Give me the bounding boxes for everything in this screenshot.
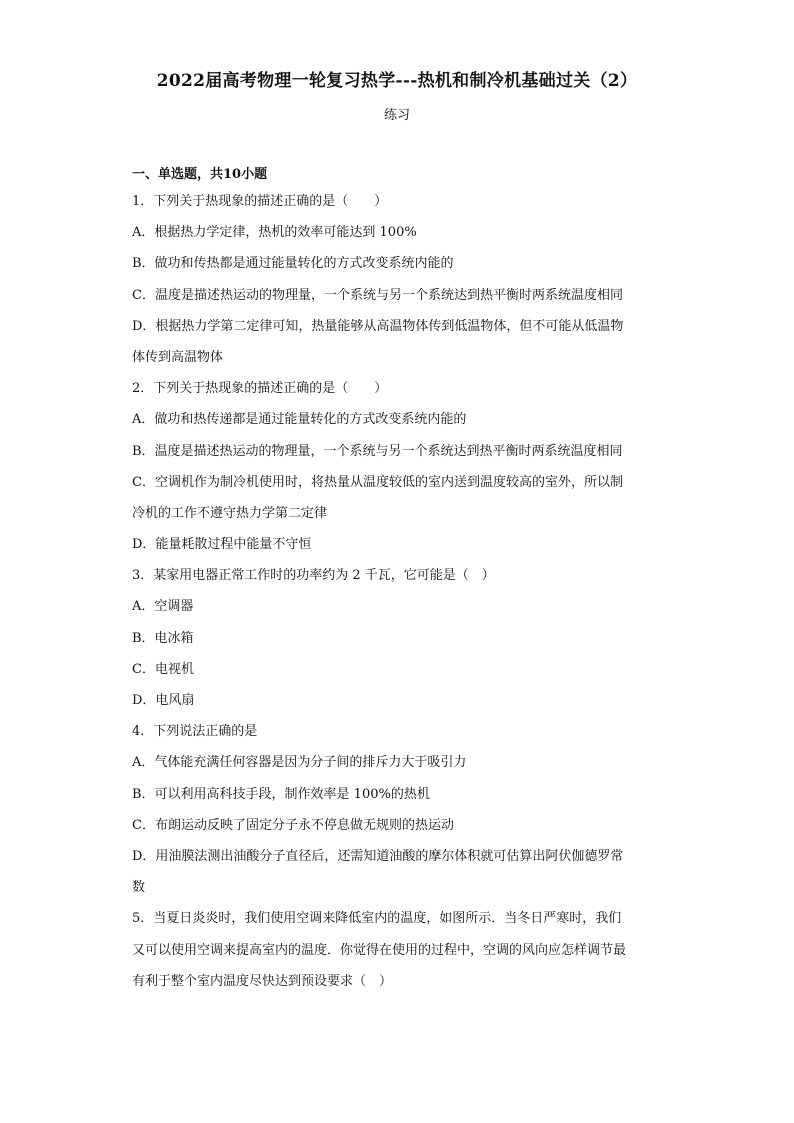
option-line: 体传到高温物体 <box>132 349 224 365</box>
option-line: A．气体能充满任何容器是因为分子间的排斥力大于吸引力 <box>132 755 467 771</box>
question-stem-line: 又可以使用空调来提高室内的温度．你觉得在使用的过程中，空调的风向应怎样调节最 <box>132 942 627 958</box>
question-option <box>132 623 664 654</box>
option-line: B．电冰箱 <box>132 630 194 646</box>
question-option <box>132 436 664 467</box>
question-stem-line: 2．下列关于热现象的描述正确的是（ ） <box>132 381 388 397</box>
question-option <box>132 248 664 279</box>
question-option <box>132 404 664 435</box>
page-subtitle: 练习 <box>383 108 410 123</box>
page-title: 2022届高考物理一轮复习热学---热机和制冷机基础过关（2） <box>156 71 638 91</box>
question-option <box>132 311 664 373</box>
option-line: 冷机的工作不遵守热力学第二定律 <box>132 505 328 521</box>
question-option <box>132 467 664 529</box>
question-stem-line: 1．下列关于热现象的描述正确的是（ ） <box>132 194 388 209</box>
question-5 <box>132 903 664 997</box>
option-line: D．根据热力学第二定律可知，热量能够从高温物体传到低温物体，但不可能从低温物 <box>132 318 624 334</box>
question-option <box>132 529 664 560</box>
option-line: D．用油膜法测出油酸分子直径后，还需知道油酸的摩尔体积就可估算出阿伏伽德罗常 <box>132 848 624 864</box>
option-line: D．能量耗散过程中能量不守恒 <box>132 537 312 553</box>
question-stem-line: 有利于整个室内温度尽快达到预设要求（ ） <box>132 973 393 989</box>
question-4 <box>132 716 664 903</box>
question-stem-line: 4．下列说法正确的是 <box>132 724 258 740</box>
option-line: B．做功和传热都是通过能量转化的方式改变系统内能的 <box>132 256 454 272</box>
question-option <box>132 280 664 311</box>
option-line: C．电视机 <box>132 661 194 677</box>
question-option <box>132 779 664 810</box>
option-line: B．温度是描述热运动的物理量，一个系统与另一个系统达到热平衡时两系统温度相同 <box>132 443 623 459</box>
question-option <box>132 654 664 685</box>
question-option <box>132 747 664 778</box>
option-line: D．电风扇 <box>132 693 195 708</box>
section-heading: 一、单选题，共10小题 <box>132 167 268 182</box>
question-list <box>132 186 664 997</box>
question-option <box>132 685 664 716</box>
option-line: C．布朗运动反映了固定分子永不停息做无规则的热运动 <box>132 817 454 833</box>
question-option <box>132 841 664 903</box>
question-3 <box>132 560 664 716</box>
option-line: A．做功和热传递都是通过能量转化的方式改变系统内能的 <box>132 412 467 428</box>
question-option <box>132 810 664 841</box>
question-stem-line: 5．当夏日炎炎时，我们使用空调来降低室内的温度，如图所示．当冬日严寒时，我们 <box>132 911 622 927</box>
question-2 <box>132 373 664 560</box>
option-line: 数 <box>132 880 146 896</box>
option-line: B．可以利用高科技手段，制作效率是 100%的热机 <box>132 786 430 802</box>
option-line: A．空调器 <box>132 599 194 615</box>
option-line: C．空调机作为制冷机使用时，将热量从温度较低的室内送到温度较高的室外，所以制 <box>132 474 623 490</box>
question-option <box>132 217 664 248</box>
question-stem-line: 3．某家用电器正常工作时的功率约为 2 千瓦，它可能是（ ） <box>132 568 495 584</box>
option-line: C．温度是描述热运动的物理量，一个系统与另一个系统达到热平衡时两系统温度相同 <box>132 287 623 303</box>
question-1 <box>132 186 664 373</box>
question-option <box>132 591 664 622</box>
option-line: A．根据热力学定律，热机的效率可能达到 100% <box>132 225 417 241</box>
